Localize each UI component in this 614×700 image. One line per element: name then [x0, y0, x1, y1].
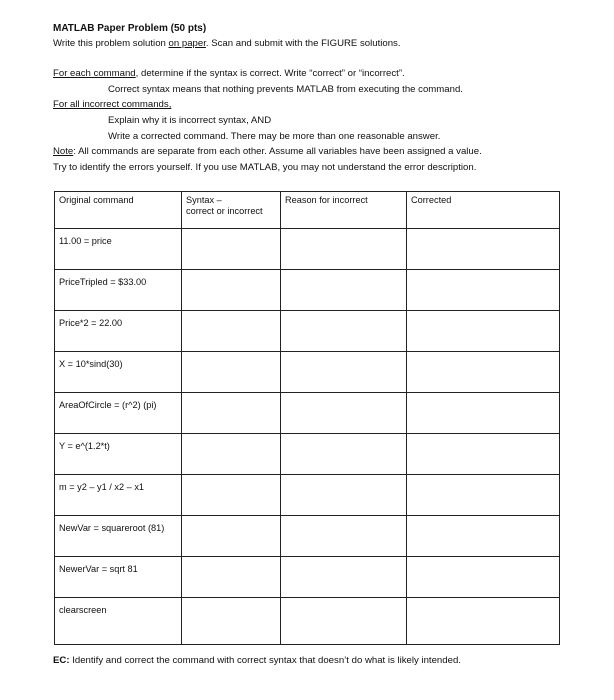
syntax-answer-cell: [182, 475, 281, 516]
intro-suffix: . Scan and submit with the FIGURE solutions.: [205, 38, 401, 49]
header-syntax-line2: correct or incorrect: [186, 206, 263, 216]
header-original-command: Original command: [55, 192, 182, 229]
syntax-answer-cell: [182, 352, 281, 393]
syntax-answer-cell: [182, 557, 281, 598]
command-cell: m = y2 – y1 / x2 – x1: [55, 475, 182, 516]
header-syntax: [182, 192, 281, 229]
reason-answer-cell: [281, 598, 407, 645]
table-row: [55, 475, 560, 516]
intro-on-paper: on paper: [168, 38, 206, 49]
syntax-answer-cell: [182, 598, 281, 645]
corrected-answer-cell: [407, 311, 560, 352]
page-title: MATLAB Paper Problem (50 pts): [53, 23, 207, 34]
reason-answer-cell: [281, 516, 407, 557]
syntax-answer-cell: [182, 311, 281, 352]
instruction-write-corrected: Write a corrected command. There may be more than one reasonable answer.: [108, 131, 441, 142]
reason-answer-cell: [281, 434, 407, 475]
syntax-answer-cell: [182, 434, 281, 475]
table-row: [55, 229, 560, 270]
command-cell: Price*2 = 22.00: [55, 311, 182, 352]
table-header-row: [55, 192, 560, 229]
reason-answer-cell: [281, 229, 407, 270]
reason-answer-cell: [281, 557, 407, 598]
commands-table: [54, 191, 560, 645]
syntax-answer-cell: [182, 516, 281, 557]
corrected-answer-cell: [407, 598, 560, 645]
command-cell: NewerVar = sqrt 81: [55, 557, 182, 598]
for-each-label: For each command: [53, 68, 136, 79]
extra-credit: [53, 655, 461, 667]
instruction-explain: Explain why it is incorrect syntax, AND: [108, 115, 272, 126]
for-each-text: , determine if the syntax is correct. Write “correct” or “incorrect”.: [135, 68, 405, 79]
instruction-for-all-incorrect: For all incorrect commands,: [53, 99, 172, 110]
extra-credit-label: EC:: [53, 655, 70, 666]
table-row: [55, 311, 560, 352]
table-row: [55, 557, 560, 598]
corrected-answer-cell: [407, 352, 560, 393]
reason-answer-cell: [281, 311, 407, 352]
corrected-answer-cell: [407, 516, 560, 557]
instruction-correct-syntax: Correct syntax means that nothing prevents MATLAB from executing the command.: [108, 84, 463, 95]
syntax-answer-cell: [182, 393, 281, 434]
reason-answer-cell: [281, 475, 407, 516]
corrected-answer-cell: [407, 270, 560, 311]
note-text: : All commands are separate from each other. Assume all variables have been assigned a value.: [73, 146, 482, 157]
header-reason: Reason for incorrect: [281, 192, 407, 229]
corrected-answer-cell: [407, 557, 560, 598]
table-row: [55, 516, 560, 557]
table-row: [55, 270, 560, 311]
command-cell: AreaOfCircle = (r^2) (pi): [55, 393, 182, 434]
intro-prefix: Write this problem solution: [53, 38, 169, 49]
extra-credit-text: Identify and correct the command with correct syntax that doesn’t do what is likely intended.: [69, 655, 461, 666]
intro-line: [53, 38, 401, 50]
header-corrected: Corrected: [407, 192, 560, 229]
command-cell: Y = e^(1.2*t): [55, 434, 182, 475]
table-row: [55, 598, 560, 645]
instruction-try-identify: Try to identify the errors yourself. If you use MATLAB, you may not understand the error description.: [53, 162, 477, 173]
instruction-for-each: [53, 68, 405, 80]
note-label: Note: [53, 146, 74, 157]
reason-answer-cell: [281, 352, 407, 393]
command-cell: 11.00 = price: [55, 229, 182, 270]
command-cell: X = 10*sind(30): [55, 352, 182, 393]
corrected-answer-cell: [407, 393, 560, 434]
instruction-note: [53, 146, 482, 158]
corrected-answer-cell: [407, 475, 560, 516]
table-row: [55, 393, 560, 434]
table-row: [55, 352, 560, 393]
command-cell: NewVar = squareroot (81): [55, 516, 182, 557]
reason-answer-cell: [281, 393, 407, 434]
corrected-answer-cell: [407, 434, 560, 475]
syntax-answer-cell: [182, 270, 281, 311]
table-row: [55, 434, 560, 475]
command-cell: clearscreen: [55, 598, 182, 645]
corrected-answer-cell: [407, 229, 560, 270]
command-cell: PriceTripled = $33.00: [55, 270, 182, 311]
reason-answer-cell: [281, 270, 407, 311]
header-syntax-line1: Syntax –: [186, 195, 222, 205]
syntax-answer-cell: [182, 229, 281, 270]
